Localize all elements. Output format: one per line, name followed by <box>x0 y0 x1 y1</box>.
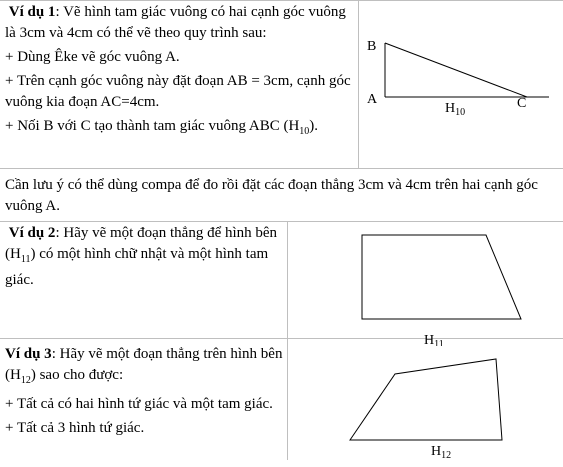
figure-h10-caption <box>445 101 465 118</box>
example3-text-b: ) sao cho được: <box>30 367 124 383</box>
example1-label: Ví dụ 1 <box>8 4 56 20</box>
quadrilateral-figure-h12 <box>288 339 563 460</box>
example3-text <box>5 344 283 439</box>
example1-step1: + Dùng Êke vẽ góc vuông A. <box>5 49 180 65</box>
example1-step3 <box>5 116 355 142</box>
figure-h11-caption-sub: 11 <box>434 339 444 346</box>
example1-intro <box>5 2 355 44</box>
example2-text <box>5 223 283 291</box>
triangle-figure-h10 <box>359 0 563 168</box>
figure-h10-caption-sub: 10 <box>455 107 466 118</box>
figure-h11-caption-main: H <box>424 333 435 346</box>
vertex-b-label: B <box>367 39 377 54</box>
figure-h12-caption-main: H <box>431 444 442 459</box>
example3-text-sub: 12 <box>20 375 31 386</box>
trapezoid-shape <box>362 235 521 319</box>
example1-step2: + Trên cạnh góc vuông này đặt đoạn AB = 3cm, cạnh góc vuông kia đoạn AC=4cm. <box>5 73 351 110</box>
figure-h12-caption <box>431 444 451 460</box>
example1-intro-text: : Vẽ hình tam giác vuông có hai cạnh góc vuông là 3cm và 4cm có thể vẽ theo quy trình sau: <box>5 4 346 41</box>
quadrilateral-shape <box>350 359 502 440</box>
quadrilateral-svg <box>288 339 563 460</box>
trapezoid-figure-h11 <box>288 221 563 346</box>
figure-h10-caption-main: H <box>445 101 456 116</box>
triangle-svg <box>359 0 563 168</box>
vertex-a-label: A <box>367 92 378 107</box>
trapezoid-svg <box>288 221 563 346</box>
figure-h12-caption-sub: 12 <box>441 450 452 460</box>
example3-item2: + Tất cả 3 hình tứ giác. <box>5 420 145 436</box>
example2-text-a: : Hãy vẽ một đoạn thẳng để hình bên (H <box>5 225 278 262</box>
note-text <box>5 175 555 217</box>
example3-item1: + Tất cả có hai hình tứ giác và một tam giác. <box>5 396 273 412</box>
example3-label: Ví dụ 3 <box>5 346 52 362</box>
example2-text-b: ) có một hình chữ nhật và một hình tam giác. <box>5 246 269 288</box>
segment-bc <box>385 43 527 97</box>
row1-divider <box>0 168 563 169</box>
note-paragraph: Cần lưu ý có thể dùng compa để đo rồi đặt các đoạn thẳng 3cm và 4cm trên hai cạnh góc vuông A. <box>5 177 538 214</box>
example1-step3-end: ). <box>309 118 319 134</box>
example2-label: Ví dụ 2 <box>8 225 56 241</box>
example1-step3-sub: 10 <box>299 126 310 137</box>
example3-text-a: : Hãy vẽ một đoạn thẳng trên hình bên (H <box>5 346 283 383</box>
example2-paragraph <box>5 223 283 291</box>
vertex-c-label: C <box>517 96 527 111</box>
example2-text-sub: 11 <box>20 254 31 265</box>
example3-paragraph <box>5 344 283 391</box>
example1-text <box>5 2 355 142</box>
example1-step3-text: + Nối B với C tạo thành tam giác vuông ABC (H <box>5 118 300 134</box>
